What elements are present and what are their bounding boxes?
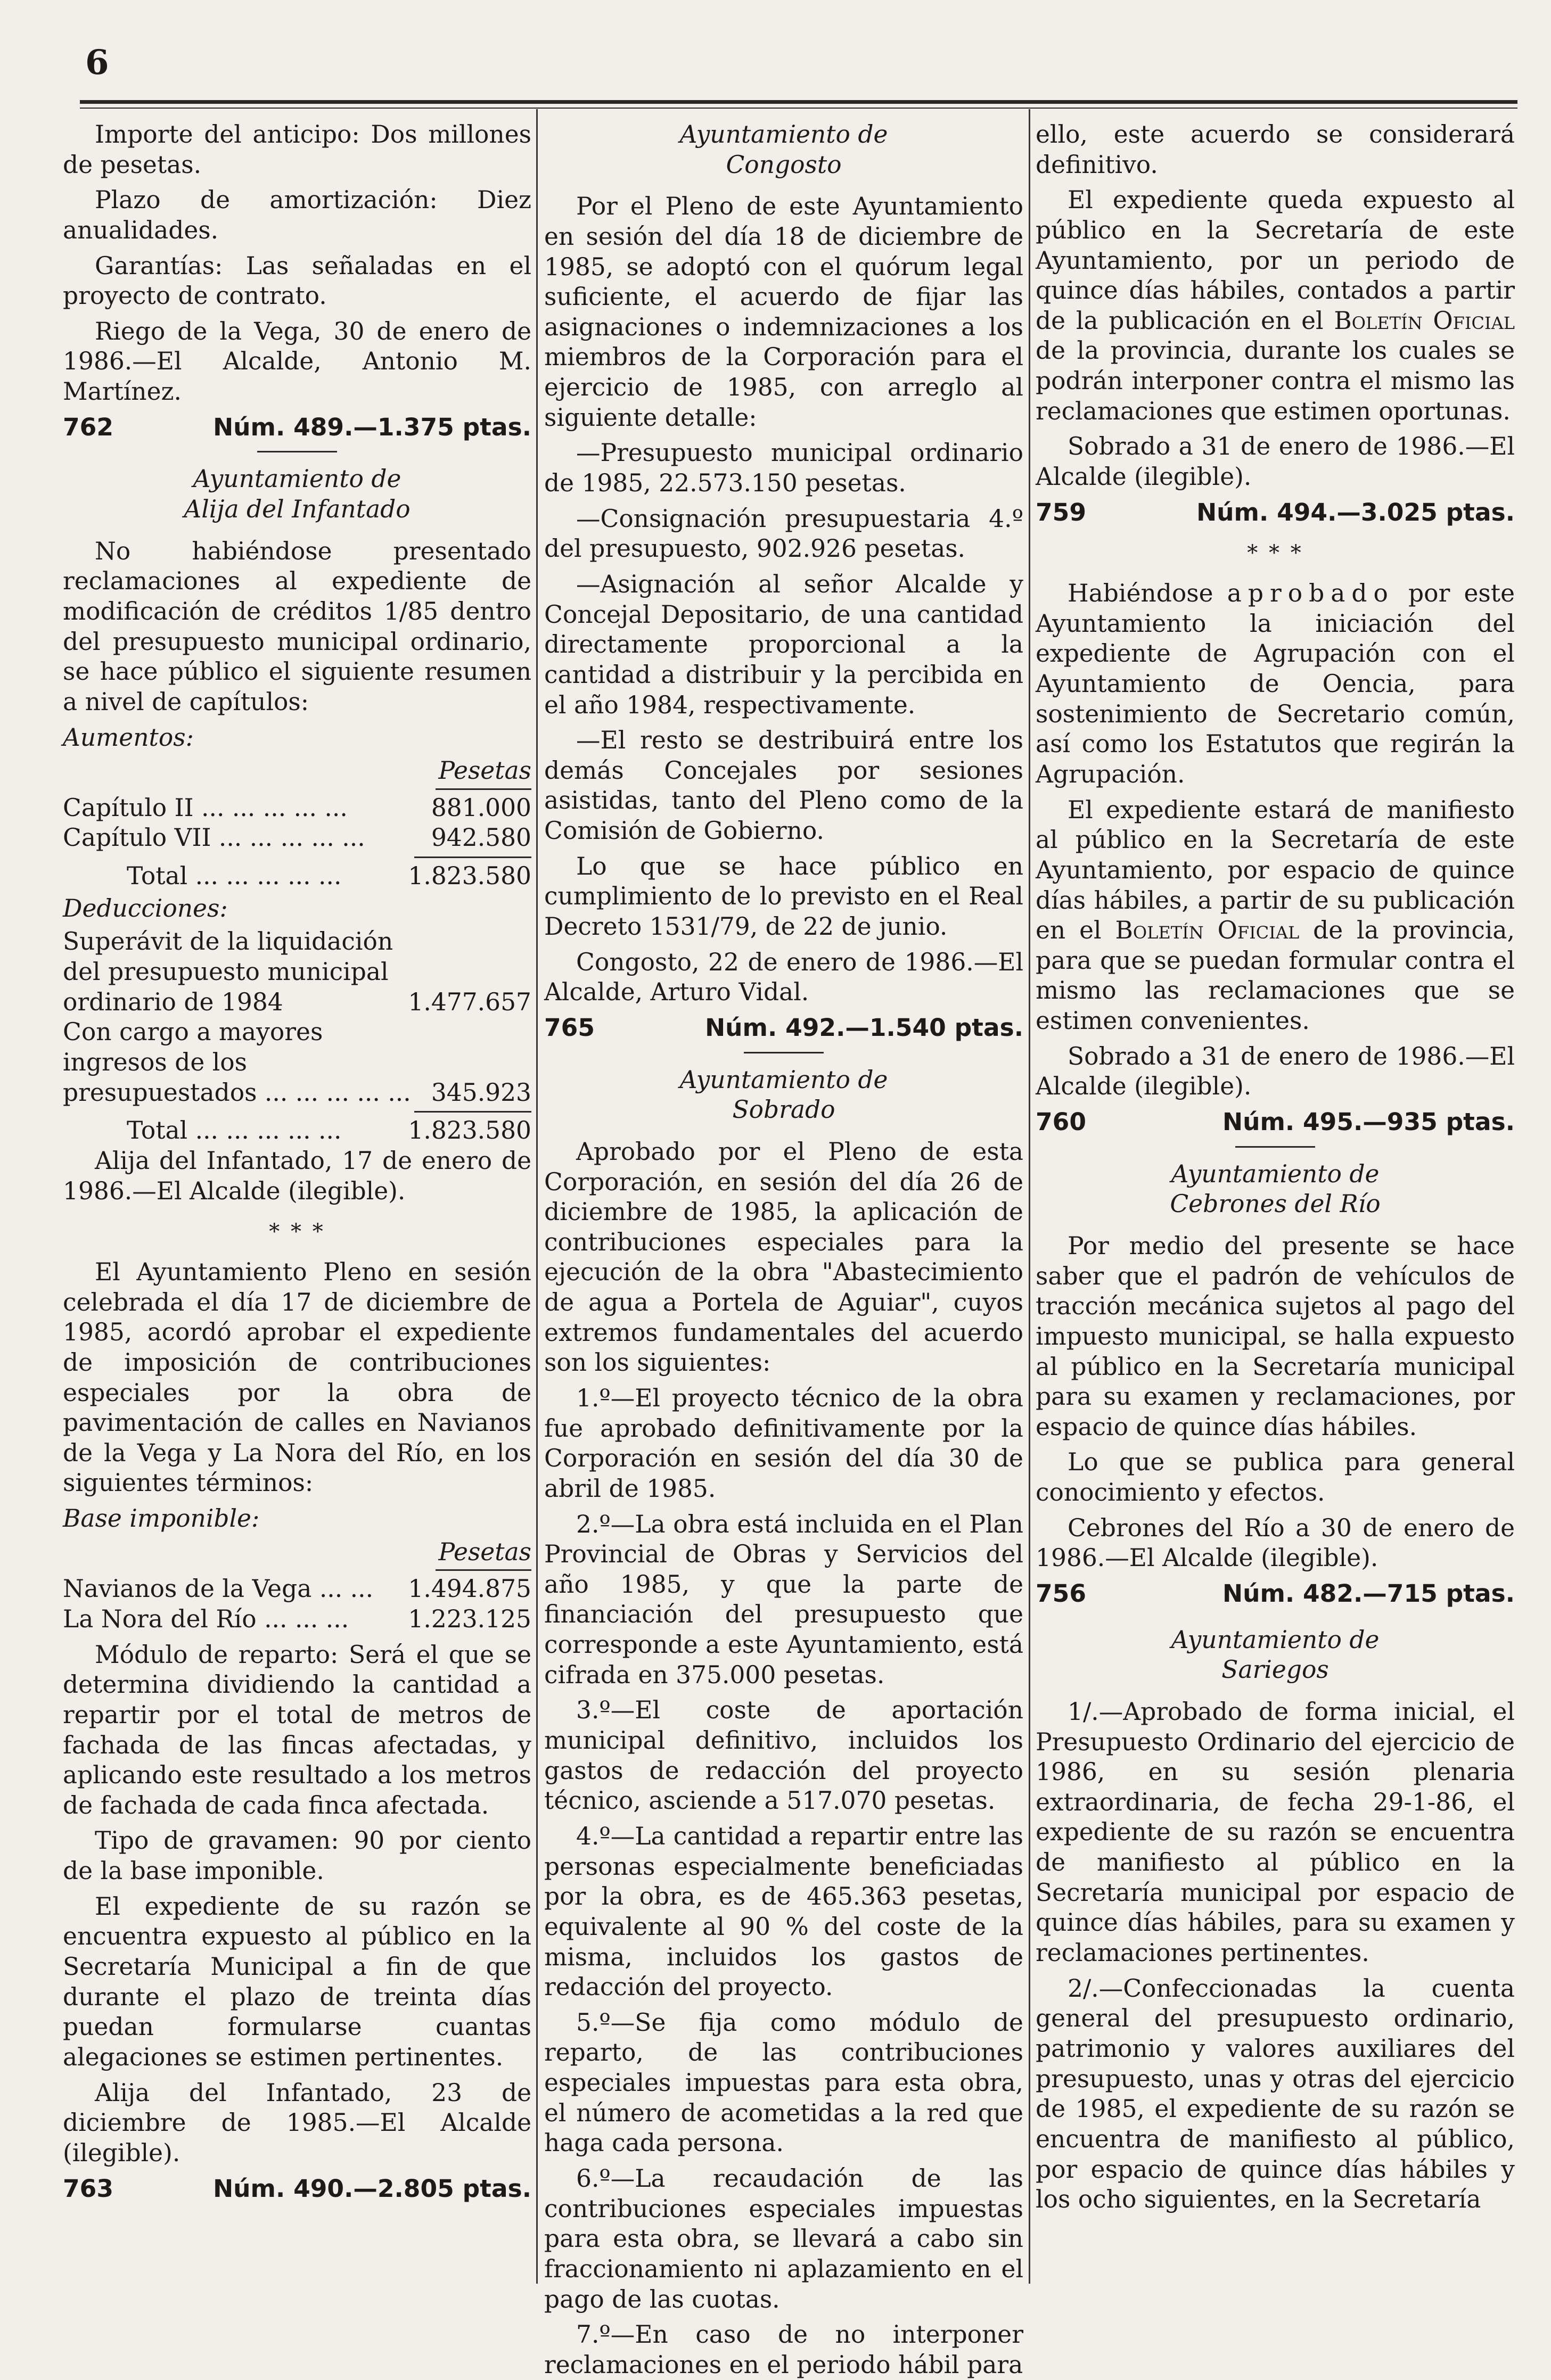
paragraph: —Consignación presupuestaria 4.º del presupuesto, 902.926 pesetas. (544, 504, 1023, 563)
paragraph: ello, este acuerdo se considerará definitivo. (1036, 120, 1515, 179)
base-imponible-label: Base imponible: (63, 1504, 260, 1533)
heading-line: Sariegos (1221, 1656, 1329, 1684)
notice-price: Núm. 492.—1.540 ptas. (705, 1013, 1023, 1042)
paragraph: Garantías: Las señaladas en el proyecto de contrato. (63, 251, 531, 310)
notice-price: Núm. 490.—2.805 ptas. (213, 2174, 531, 2203)
heading-line: Congosto (726, 150, 842, 179)
table-row-total (127, 861, 531, 892)
row-value: 942.580 (431, 823, 531, 852)
notice-footer (1036, 1107, 1515, 1138)
row-label: Capítulo VII ... ... ... ... ... (63, 823, 365, 852)
notice-price: Núm. 489.—1.375 ptas. (213, 413, 531, 441)
boletin-oficial: Boletín Oficial (1115, 916, 1300, 945)
row-label: Total ... ... ... ... ... (127, 1116, 342, 1145)
table-row (63, 1017, 531, 1108)
row-value: 1.477.657 (408, 987, 531, 1016)
paragraph: 2/.—Confeccionadas la cuenta general del presupuesto ordinario, patrimonio y valores auxiliares del presupuesto, unas y otras del ejercicio de 1985, el expediente de su razón se encuentra de manifiesto al público, por espacio de quince días hábiles y los ocho siguientes, en la Secretaría (1036, 1974, 1515, 2214)
notice-code: 760 (1036, 1108, 1086, 1137)
text-span: El expediente queda expuesto al público en la Secretaría de este Ayuntamiento, por un periodo de quince días hábiles, contados a partir de la publicación en el (1036, 186, 1515, 335)
column-separator (536, 109, 538, 2284)
paragraph: Congosto, 22 de enero de 1986.—El Alcalde, Arturo Vidal. (544, 948, 1023, 1007)
section-divider (257, 451, 337, 452)
paragraph: No habiéndose presentado reclamaciones al expediente de modificación de créditos 1/85 dentro del presupuesto municipal ordinario, se hace público el siguiente resumen a nivel de capítulos: (63, 537, 531, 716)
row-label: Total ... ... ... ... ... (127, 862, 342, 891)
table-row (63, 823, 531, 853)
paragraph: El expediente de su razón se encuentra expuesto al público en la Secretaría Municipal a fin de que durante el plazo de treinta días puedan formularse cuantas alegaciones se estimen pertinentes. (63, 1892, 531, 2071)
notice-price: Núm. 482.—715 ptas. (1222, 1579, 1515, 1608)
column-separator (1029, 109, 1030, 2284)
heading-line: Ayuntamiento de (679, 120, 888, 149)
paragraph: 2.º—La obra está incluida en el Plan Provincial de Obras y Servicios del año 1985, y que la parte de financiación del presupuesto que corresponde a este Ayuntamiento, está cifrada en 375.000 pesetas. (544, 1510, 1023, 1689)
section-divider (1235, 1146, 1315, 1148)
pesetas-label: Pesetas (438, 756, 531, 785)
table-row (63, 793, 531, 823)
heading-line: Sobrado (732, 1096, 835, 1124)
row-value: 1.494.875 (408, 1575, 531, 1603)
paragraph (1036, 185, 1515, 426)
section-divider (744, 1052, 824, 1053)
paragraph: Aprobado por el Pleno de esta Corporación, en sesión del día 26 de diciembre de 1985, la aplicación de contribuciones especiales para la ejecución de la obra "Abastecimiento de agua a Portela de Aguiar", cuyos extremos fundamentales del acuerdo son los siguientes: (544, 1137, 1023, 1377)
row-label: La Nora del Río ... ... ... (63, 1604, 349, 1633)
row-value: 881.000 (431, 793, 531, 822)
stars-divider: * * * (1247, 541, 1303, 566)
row-label: Superávit de la liquidación del presupuesto municipal ordinario de 1984 (63, 927, 393, 1016)
paragraph: 4.º—La cantidad a repartir entre las personas especialmente beneficiadas por la obra, es de 465.363 pesetas, equivalente al 90 % del coste de la misma, incluidos los gastos de redacción del proyecto. (544, 1822, 1023, 2002)
notice-footer (63, 2174, 531, 2204)
text-span: El expediente estará de manifiesto al público en la Secretaría de este Ayuntamiento, por espacio de quince días hábiles, a partir de su publicación en el (1036, 795, 1515, 945)
paragraph: Lo que se publica para general conocimiento y efectos. (1036, 1448, 1515, 1507)
paragraph: 1/.—Aprobado de forma inicial, el Presupuesto Ordinario del ejercicio de 1986, en su sesión plenaria extraordinaria, de fecha 29-1-86, el expediente de su razón se encuentra de manifiesto al público en la Secretaría municipal por espacio de quince días hábiles, para su examen y reclamaciones pertinentes. (1036, 1697, 1515, 1967)
section-heading (1036, 1159, 1515, 1220)
header-rule-thin (80, 108, 1517, 109)
heading-line: Cebrones del Río (1170, 1190, 1381, 1218)
notice-code: 756 (1036, 1579, 1086, 1608)
paragraph: Alija del Infantado, 23 de diciembre de 1985.—El Alcalde (ilegible). (63, 2078, 531, 2167)
paragraph: 7.º—En caso de no interponer reclamaciones en el periodo hábil para (544, 2320, 1023, 2379)
stars-divider: * * * (269, 1220, 325, 1245)
label-underline (436, 788, 531, 790)
paragraph: Sobrado a 31 de enero de 1986.—El Alcalde (ilegible). (1036, 1042, 1515, 1101)
paragraph: El Ayuntamiento Pleno en sesión celebrada el día 17 de diciembre de 1985, acordó aprobar el expediente de imposición de contribuciones especiales por la obra de pavimentación de calles en Navianos de la Vega y La Nora del Río, en los siguientes términos: (63, 1257, 531, 1497)
paragraph: —Asignación al señor Alcalde y Concejal Depositario, de una cantidad directamente proporcional a la cantidad a distribuir y la percibida en el año 1984, respectivamente. (544, 570, 1023, 719)
row-label: Con cargo a mayores ingresos de los presupuestados ... ... ... ... ... (63, 1018, 411, 1107)
notice-code: 765 (544, 1013, 595, 1042)
label-underline (436, 1569, 531, 1571)
page-number: 6 (85, 43, 109, 83)
deducciones-label: Deducciones: (63, 894, 228, 923)
paragraph: Módulo de reparto: Será el que se determina dividiendo la cantidad a repartir por el total de metros de fachada de las fincas afectadas, y aplicando este resultado a los metros de fachada de cada finca afectada. (63, 1640, 531, 1819)
heading-line: Alija del Infantado (184, 495, 411, 524)
row-value: 1.823.580 (408, 862, 531, 891)
heading-line: Ayuntamiento de (1171, 1159, 1380, 1188)
notice-footer (1036, 1579, 1515, 1609)
paragraph (1036, 795, 1515, 1036)
paragraph: Lo que se hace público en cumplimiento de lo previsto en el Real Decreto 1531/79, de 22 de junio. (544, 852, 1023, 941)
section-heading (544, 120, 1023, 180)
text-span: Habiéndose (1068, 579, 1227, 608)
notice-footer (1036, 498, 1515, 528)
notice-code: 763 (63, 2174, 113, 2203)
pesetas-label: Pesetas (438, 1537, 531, 1566)
paragraph (1036, 579, 1515, 789)
boletin-oficial: Boletín Oficial (1334, 306, 1515, 335)
paragraph: —El resto se destribuirá entre los demás Concejales por sesiones asistidas, tanto del Pleno como de la Comisión de Gobierno. (544, 726, 1023, 845)
notice-footer (544, 1013, 1023, 1043)
text-span: por este Ayuntamiento la iniciación del expediente de Agrupación con el Ayuntamiento de Oencia, para sostenimiento de Secretario común, así como los Estatutos que regirán la Agrupación. (1036, 579, 1515, 788)
column-2 (544, 120, 1023, 2379)
paragraph: 6.º—La recaudación de las contribuciones especiales impuestas para esta obra, se llevará a cabo sin fraccionamiento ni aplazamiento en el pago de las cuotas. (544, 2164, 1023, 2313)
notice-price: Núm. 495.—935 ptas. (1222, 1108, 1515, 1137)
aumentos-label: Aumentos: (63, 723, 194, 752)
notice-footer (63, 413, 531, 443)
paragraph: Alija del Infantado, 17 de enero de 1986.—El Alcalde (ilegible). (63, 1146, 531, 1205)
spaced-word: aprobado (1227, 579, 1394, 608)
table-row (63, 927, 531, 1017)
table-row-total (127, 1116, 531, 1146)
header-rule (80, 100, 1517, 104)
text-span: de la provincia, durante los cuales se podrán interponer contra el mismo las reclamaciones que estimen oportunas. (1036, 336, 1515, 425)
column-3 (1036, 120, 1515, 2273)
table-row (63, 1604, 531, 1635)
row-value: 1.223.125 (408, 1604, 531, 1633)
row-value: 345.923 (431, 1078, 531, 1107)
notice-code: 762 (63, 413, 113, 441)
sum-rule (414, 857, 531, 858)
sum-rule (414, 1111, 531, 1113)
table-row (63, 1574, 531, 1604)
paragraph: Tipo de gravamen: 90 por ciento de la base imponible. (63, 1826, 531, 1885)
paragraph: Por medio del presente se hace saber que el padrón de vehículos de tracción mecánica sujetos al pago del impuesto municipal, se halla expuesto al público en la Secretaría municipal para su examen y reclamaciones, por espacio de quince días hábiles. (1036, 1231, 1515, 1441)
heading-line: Ayuntamiento de (1171, 1625, 1380, 1654)
paragraph: 1.º—El proyecto técnico de la obra fue aprobado definitivamente por la Corporación en sesión del día 30 de abril de 1985. (544, 1383, 1023, 1503)
section-heading (63, 464, 531, 524)
text-span: de la provincia, para que se puedan formular contra el mismo las reclamaciones que se estimen convenientes. (1036, 916, 1515, 1035)
paragraph: Cebrones del Río a 30 de enero de 1986.—El Alcalde (ilegible). (1036, 1513, 1515, 1572)
section-heading (544, 1065, 1023, 1125)
paragraph: Sobrado a 31 de enero de 1986.—El Alcalde (ilegible). (1036, 432, 1515, 491)
notice-price: Núm. 494.—3.025 ptas. (1196, 498, 1515, 526)
paragraph: 3.º—El coste de aportación municipal definitivo, incluidos los gastos de redacción del proyecto técnico, asciende a 517.070 pesetas. (544, 1696, 1023, 1815)
paragraph: Por el Pleno de este Ayuntamiento en sesión del día 18 de diciembre de 1985, se adoptó con el quórum legal suficiente, el acuerdo de fijar las asignaciones o indemnizaciones a los miembros de la Corporación para el ejercicio de 1985, con arreglo al siguiente detalle: (544, 192, 1023, 432)
paragraph: —Presupuesto municipal ordinario de 1985, 22.573.150 pesetas. (544, 439, 1023, 498)
paragraph: 5.º—Se fija como módulo de reparto, de las contribuciones especiales impuestas para esta obra, el número de acometidas a la red que haga cada persona. (544, 2008, 1023, 2157)
paragraph: Riego de la Vega, 30 de enero de 1986.—El Alcalde, Antonio M. Martínez. (63, 317, 531, 406)
row-value: 1.823.580 (408, 1116, 531, 1145)
paragraph: Importe del anticipo: Dos millones de pesetas. (63, 120, 531, 179)
heading-line: Ayuntamiento de (193, 465, 401, 493)
paragraph: Plazo de amortización: Diez anualidades. (63, 186, 531, 244)
heading-line: Ayuntamiento de (679, 1065, 888, 1094)
row-label: Capítulo II ... ... ... ... ... (63, 793, 348, 822)
row-label: Navianos de la Vega ... ... (63, 1575, 374, 1603)
section-heading (1036, 1625, 1515, 1685)
column-1 (63, 120, 531, 2273)
notice-code: 759 (1036, 498, 1086, 526)
